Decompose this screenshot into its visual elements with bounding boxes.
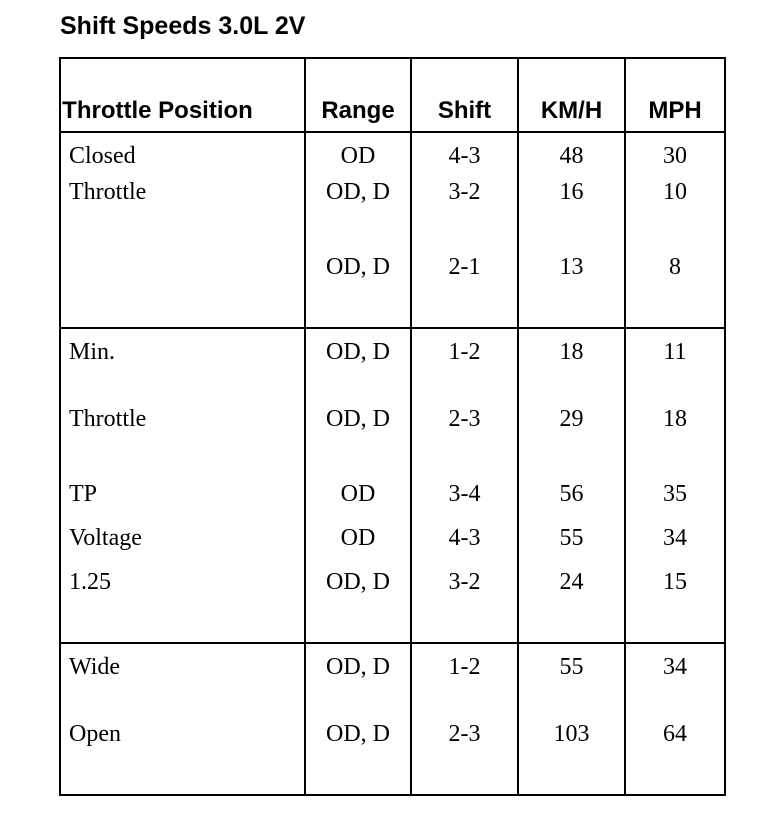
throttle-position-cell: TP xyxy=(69,481,98,507)
kmh-cell: 24 xyxy=(518,567,625,643)
kmh-cell: 103 xyxy=(518,719,625,795)
range-cell xyxy=(305,404,411,479)
range-value: OD, D xyxy=(326,406,390,432)
page-title: Shift Speeds 3.0L 2V xyxy=(60,12,306,40)
shift-cell: 4-3 xyxy=(411,523,518,567)
mph-cell: 64 xyxy=(625,719,725,795)
mph-cell: 34 xyxy=(625,523,725,567)
shift-cell: 1-2 xyxy=(411,643,518,719)
header-range: Range xyxy=(305,58,411,132)
header-kmh: KM/H xyxy=(518,58,625,132)
mph-cell: 30 xyxy=(625,132,725,177)
shift-cell: 2-3 xyxy=(411,404,518,479)
mph-cell: 35 xyxy=(625,479,725,523)
range-cell xyxy=(305,479,411,523)
throttle-position-cell: 1.25 xyxy=(60,567,305,643)
kmh-cell: 18 xyxy=(518,328,625,404)
throttle-position-cell: Throttle xyxy=(69,179,147,205)
mph-cell: 15 xyxy=(625,567,725,643)
mph-cell: 18 xyxy=(625,404,725,479)
table-row xyxy=(60,643,725,719)
throttle-position-cell: Open xyxy=(60,719,305,795)
table-row xyxy=(60,404,725,479)
throttle-position-cell: Closed xyxy=(69,143,136,169)
table-row xyxy=(60,567,725,643)
shift-cell: 1-2 xyxy=(411,328,518,404)
range-cell xyxy=(305,177,411,252)
shift-cell: 3-2 xyxy=(411,567,518,643)
header-mph: MPH xyxy=(625,58,725,132)
range-cell xyxy=(305,328,411,404)
range-cell xyxy=(305,719,411,795)
range-value: OD, D xyxy=(326,254,390,280)
kmh-cell: 55 xyxy=(518,643,625,719)
range-value: OD, D xyxy=(326,654,390,680)
throttle-position-cell xyxy=(60,252,305,328)
table-row xyxy=(60,252,725,328)
table-row xyxy=(60,719,725,795)
shift-speeds-table xyxy=(59,57,726,796)
mph-cell: 11 xyxy=(625,328,725,404)
table-row xyxy=(60,523,725,567)
range-value: OD xyxy=(340,481,376,507)
kmh-cell: 13 xyxy=(518,252,625,328)
range-value: OD xyxy=(340,143,376,169)
range-cell xyxy=(305,523,411,567)
throttle-position-cell: Wide xyxy=(69,654,121,680)
table-row xyxy=(60,479,725,523)
kmh-cell: 56 xyxy=(518,479,625,523)
header-row xyxy=(60,58,725,132)
mph-cell: 34 xyxy=(625,643,725,719)
shift-cell: 2-3 xyxy=(411,719,518,795)
throttle-position-cell: Throttle xyxy=(69,406,147,432)
kmh-cell: 55 xyxy=(518,523,625,567)
shift-cell: 2-1 xyxy=(411,252,518,328)
header-throttle-position: Throttle Position xyxy=(60,58,305,132)
kmh-cell: 16 xyxy=(518,177,625,252)
header-shift: Shift xyxy=(411,58,518,132)
range-cell xyxy=(305,252,411,328)
range-value: OD, D xyxy=(326,339,390,365)
table-row xyxy=(60,132,725,177)
mph-cell: 10 xyxy=(625,177,725,252)
table-row xyxy=(60,328,725,404)
range-value: OD xyxy=(340,525,376,551)
table-body xyxy=(60,132,725,795)
shift-cell: 4-3 xyxy=(411,132,518,177)
range-value: OD, D xyxy=(326,569,390,595)
shift-cell: 3-4 xyxy=(411,479,518,523)
range-value: OD, D xyxy=(326,179,390,205)
kmh-cell: 48 xyxy=(518,132,625,177)
throttle-position-cell: Min. xyxy=(69,339,116,365)
table-row xyxy=(60,177,725,252)
range-value: OD, D xyxy=(326,721,390,747)
kmh-cell: 29 xyxy=(518,404,625,479)
shift-cell: 3-2 xyxy=(411,177,518,252)
range-cell xyxy=(305,643,411,719)
mph-cell: 8 xyxy=(625,252,725,328)
range-cell xyxy=(305,132,411,177)
range-cell xyxy=(305,567,411,643)
throttle-position-cell: Voltage xyxy=(69,525,142,551)
